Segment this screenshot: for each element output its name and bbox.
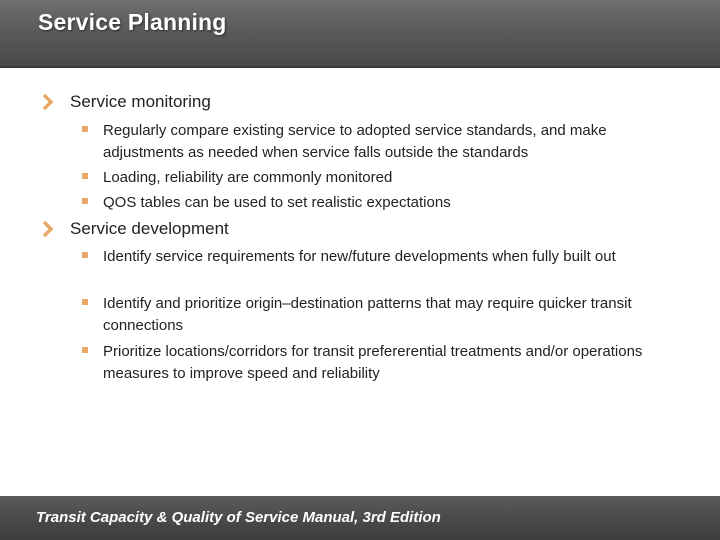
bullet-text: Regularly compare existing service to adopted service standards, and make adjustments as needed when service falls outside the standards xyxy=(103,122,607,161)
slide-title: Service Planning xyxy=(38,9,227,35)
bullet-item xyxy=(82,120,682,164)
square-bullet-icon xyxy=(82,299,88,305)
square-bullet-icon xyxy=(82,126,88,132)
section-heading-monitoring xyxy=(40,92,211,112)
footer-bar xyxy=(0,496,720,540)
footer-text: Transit Capacity & Quality of Service Manual, 3rd Edition xyxy=(36,509,441,526)
square-bullet-icon xyxy=(82,173,88,179)
square-bullet-icon xyxy=(82,252,88,258)
square-bullet-icon xyxy=(82,198,88,204)
bullet-item xyxy=(82,293,682,337)
bullet-item xyxy=(82,341,682,385)
bullet-text: Prioritize locations/corridors for transit prefererential treatments and/or operations measures to improve speed and reliability xyxy=(103,343,643,382)
bullet-text: Identify service requirements for new/future developments when fully built out xyxy=(103,248,616,265)
section-heading-text: Service monitoring xyxy=(70,92,211,111)
chevron-right-icon xyxy=(40,92,56,112)
bullet-item xyxy=(82,192,682,214)
bullet-item xyxy=(82,246,682,268)
chevron-right-icon xyxy=(40,219,56,239)
bullet-text: Identify and prioritize origin–destination patterns that may require quicker transit connections xyxy=(103,295,632,334)
slide-content xyxy=(0,68,720,496)
title-bar xyxy=(0,0,720,68)
bullet-text: Loading, reliability are commonly monitored xyxy=(103,169,393,186)
section-heading-development xyxy=(40,219,229,239)
bullet-item xyxy=(82,167,682,189)
section-heading-text: Service development xyxy=(70,219,229,238)
bullet-text: QOS tables can be used to set realistic expectations xyxy=(103,194,451,211)
square-bullet-icon xyxy=(82,347,88,353)
